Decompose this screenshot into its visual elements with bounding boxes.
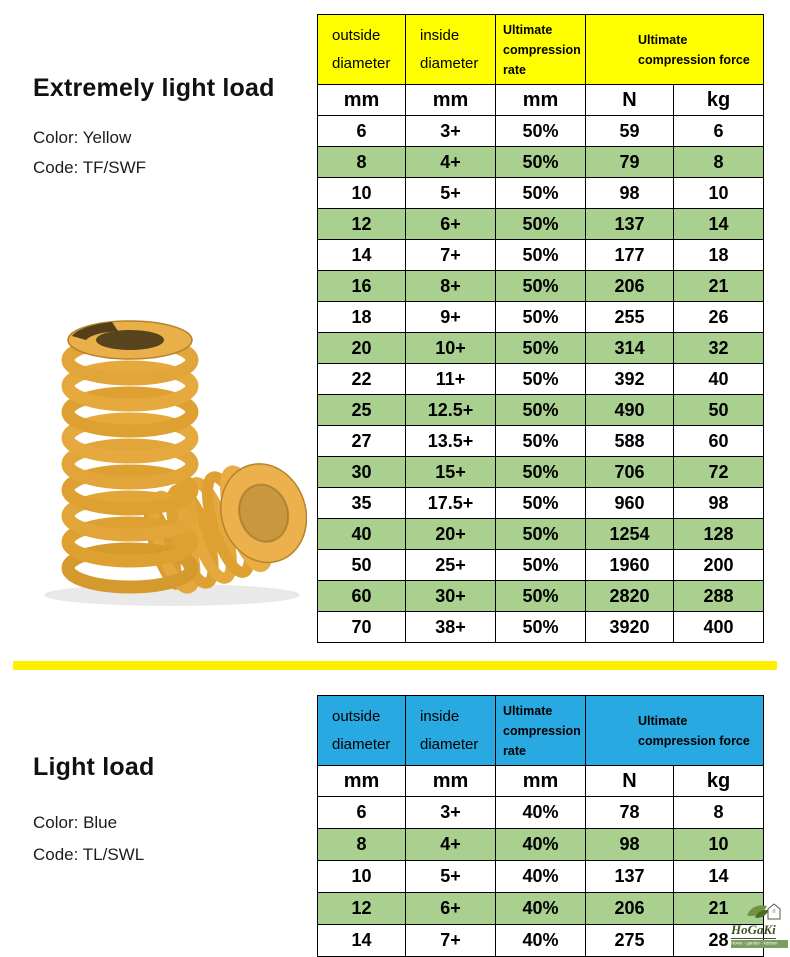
table-cell: 50% bbox=[496, 209, 586, 240]
col-header-inside-diameter: inside diameter bbox=[406, 15, 496, 85]
table-cell: 17.5+ bbox=[406, 488, 496, 519]
table-cell: 12 bbox=[318, 209, 406, 240]
table-row bbox=[318, 426, 764, 457]
table-cell: 206 bbox=[586, 893, 674, 925]
table-cell: 50% bbox=[496, 178, 586, 209]
table-cell: 1254 bbox=[586, 519, 674, 550]
table-cell: 12.5+ bbox=[406, 395, 496, 426]
table-cell: 490 bbox=[586, 395, 674, 426]
section-heading-light-load: Light load bbox=[33, 753, 155, 781]
unit-cell: mm bbox=[406, 85, 496, 116]
table-cell: 12 bbox=[318, 893, 406, 925]
table-cell: 6 bbox=[318, 116, 406, 147]
table-cell: 35 bbox=[318, 488, 406, 519]
table-cell: 50% bbox=[496, 457, 586, 488]
table-row bbox=[318, 893, 764, 925]
code-line: Code: TF/SWF bbox=[33, 158, 147, 177]
col-header-compression-rate: Ultimate compression rate bbox=[496, 15, 586, 85]
table-cell: 59 bbox=[586, 116, 674, 147]
table-cell: 10 bbox=[674, 829, 764, 861]
table-cell: 10 bbox=[674, 178, 764, 209]
table-cell: 38+ bbox=[406, 612, 496, 643]
units-row bbox=[318, 766, 764, 797]
table-cell: 8 bbox=[674, 797, 764, 829]
table-row bbox=[318, 829, 764, 861]
units-row bbox=[318, 85, 764, 116]
table-cell: 400 bbox=[674, 612, 764, 643]
table-cell: 18 bbox=[674, 240, 764, 271]
table-cell: 10 bbox=[318, 178, 406, 209]
table-cell: 128 bbox=[674, 519, 764, 550]
table-cell: 21 bbox=[674, 271, 764, 302]
table-row bbox=[318, 488, 764, 519]
table-cell: 72 bbox=[674, 457, 764, 488]
table-cell: 20 bbox=[318, 333, 406, 364]
table-cell: 50% bbox=[496, 426, 586, 457]
table-cell: 50% bbox=[496, 333, 586, 364]
table-cell: 177 bbox=[586, 240, 674, 271]
column-header-row bbox=[318, 15, 764, 85]
table-cell: 6+ bbox=[406, 893, 496, 925]
table-row bbox=[318, 861, 764, 893]
table-cell: 3920 bbox=[586, 612, 674, 643]
table-cell: 50% bbox=[496, 581, 586, 612]
table-cell: 6 bbox=[318, 797, 406, 829]
table-cell: 40% bbox=[496, 797, 586, 829]
table-cell: 25 bbox=[318, 395, 406, 426]
table-cell: 200 bbox=[674, 550, 764, 581]
table-cell: 255 bbox=[586, 302, 674, 333]
table-row bbox=[318, 271, 764, 302]
section-heading-extremely-light-load: Extremely light load bbox=[33, 74, 275, 102]
table-row bbox=[318, 457, 764, 488]
table-cell: 9+ bbox=[406, 302, 496, 333]
column-header-row bbox=[318, 696, 764, 766]
table-cell: 14 bbox=[318, 925, 406, 957]
color-line: Color: Yellow bbox=[33, 128, 132, 147]
leaf-house-icon bbox=[745, 901, 783, 921]
table-cell: 50% bbox=[496, 488, 586, 519]
table-cell: 6 bbox=[674, 116, 764, 147]
table-cell: 14 bbox=[674, 209, 764, 240]
logo-name: HoGaKi bbox=[731, 923, 776, 939]
table-cell: 70 bbox=[318, 612, 406, 643]
table-cell: 8+ bbox=[406, 271, 496, 302]
table-cell: 50% bbox=[496, 519, 586, 550]
table-cell: 206 bbox=[586, 271, 674, 302]
table-cell: 5+ bbox=[406, 178, 496, 209]
table-cell: 98 bbox=[674, 488, 764, 519]
hogaki-logo bbox=[731, 901, 790, 948]
table-cell: 40% bbox=[496, 893, 586, 925]
table-cell: 7+ bbox=[406, 240, 496, 271]
col-header-outside-diameter: outside diameter bbox=[318, 15, 406, 85]
table-cell: 137 bbox=[586, 209, 674, 240]
table-cell: 14 bbox=[318, 240, 406, 271]
table-cell: 50% bbox=[496, 612, 586, 643]
table-cell: 10 bbox=[318, 861, 406, 893]
col-header-compression-force: Ultimate compression force bbox=[586, 15, 764, 85]
table-cell: 314 bbox=[586, 333, 674, 364]
table-row bbox=[318, 395, 764, 426]
table-cell: 26 bbox=[674, 302, 764, 333]
table-cell: 60 bbox=[318, 581, 406, 612]
table-row bbox=[318, 147, 764, 178]
table-cell: 13.5+ bbox=[406, 426, 496, 457]
table-cell: 60 bbox=[674, 426, 764, 457]
table-cell: 4+ bbox=[406, 147, 496, 178]
table-cell: 98 bbox=[586, 829, 674, 861]
table-cell: 1960 bbox=[586, 550, 674, 581]
color-line: Color: Blue bbox=[33, 813, 118, 832]
table-row bbox=[318, 797, 764, 829]
table-cell: 28 bbox=[674, 925, 764, 957]
table-cell: 3+ bbox=[406, 797, 496, 829]
unit-cell: mm bbox=[318, 766, 406, 797]
table-cell: 50 bbox=[318, 550, 406, 581]
code-line: Code: TL/SWL bbox=[33, 845, 145, 864]
section-divider-bar bbox=[13, 661, 777, 670]
table-cell: 10+ bbox=[406, 333, 496, 364]
col-header-compression-rate: Ultimate compression rate bbox=[496, 696, 586, 766]
table-row bbox=[318, 519, 764, 550]
logo-tagline: Home - garden - kitchen bbox=[731, 940, 788, 948]
table-cell: 50% bbox=[496, 240, 586, 271]
unit-cell: N bbox=[586, 85, 674, 116]
table-cell: 15+ bbox=[406, 457, 496, 488]
table-cell: 50% bbox=[496, 302, 586, 333]
table-cell: 32 bbox=[674, 333, 764, 364]
table-cell: 8 bbox=[318, 829, 406, 861]
table-cell: 3+ bbox=[406, 116, 496, 147]
col-header-outside-diameter: outside diameter bbox=[318, 696, 406, 766]
table-cell: 137 bbox=[586, 861, 674, 893]
table-cell: 79 bbox=[586, 147, 674, 178]
table-cell: 50% bbox=[496, 550, 586, 581]
table-row bbox=[318, 612, 764, 643]
table-cell: 275 bbox=[586, 925, 674, 957]
unit-cell: mm bbox=[496, 766, 586, 797]
table-row bbox=[318, 581, 764, 612]
table-cell: 27 bbox=[318, 426, 406, 457]
table-cell: 40% bbox=[496, 829, 586, 861]
table-cell: 392 bbox=[586, 364, 674, 395]
table-cell: 21 bbox=[674, 893, 764, 925]
unit-cell: kg bbox=[674, 85, 764, 116]
table-cell: 25+ bbox=[406, 550, 496, 581]
table-row bbox=[318, 925, 764, 957]
table-row bbox=[318, 178, 764, 209]
col-header-inside-diameter: inside diameter bbox=[406, 696, 496, 766]
table-cell: 30 bbox=[318, 457, 406, 488]
table-cell: 11+ bbox=[406, 364, 496, 395]
table-cell: 50% bbox=[496, 271, 586, 302]
table-cell: 4+ bbox=[406, 829, 496, 861]
table-cell: 78 bbox=[586, 797, 674, 829]
table-row bbox=[318, 364, 764, 395]
table-cell: 40 bbox=[318, 519, 406, 550]
table-row bbox=[318, 240, 764, 271]
unit-cell: mm bbox=[496, 85, 586, 116]
unit-cell: kg bbox=[674, 766, 764, 797]
unit-cell: mm bbox=[406, 766, 496, 797]
table-cell: 960 bbox=[586, 488, 674, 519]
table-cell: 50% bbox=[496, 364, 586, 395]
table-cell: 7+ bbox=[406, 925, 496, 957]
table-cell: 40% bbox=[496, 925, 586, 957]
table-row bbox=[318, 116, 764, 147]
table-cell: 588 bbox=[586, 426, 674, 457]
table-cell: 50 bbox=[674, 395, 764, 426]
table-cell: 8 bbox=[318, 147, 406, 178]
col-header-compression-force: Ultimate compression force bbox=[586, 696, 764, 766]
table-cell: 2820 bbox=[586, 581, 674, 612]
table-cell: 8 bbox=[674, 147, 764, 178]
table-cell: 22 bbox=[318, 364, 406, 395]
table-row bbox=[318, 302, 764, 333]
unit-cell: N bbox=[586, 766, 674, 797]
table-cell: 30+ bbox=[406, 581, 496, 612]
table-cell: 18 bbox=[318, 302, 406, 333]
table-cell: 20+ bbox=[406, 519, 496, 550]
spec-table-extremely-light-load bbox=[317, 14, 764, 643]
table-cell: 40% bbox=[496, 861, 586, 893]
table-row bbox=[318, 209, 764, 240]
table-cell: 706 bbox=[586, 457, 674, 488]
spec-table-light-load bbox=[317, 695, 764, 957]
table-cell: 288 bbox=[674, 581, 764, 612]
table-cell: 6+ bbox=[406, 209, 496, 240]
table-cell: 5+ bbox=[406, 861, 496, 893]
table-cell: 50% bbox=[496, 395, 586, 426]
table-row bbox=[318, 550, 764, 581]
unit-cell: mm bbox=[318, 85, 406, 116]
yellow-die-springs-image bbox=[22, 290, 307, 610]
table-cell: 14 bbox=[674, 861, 764, 893]
table-cell: 50% bbox=[496, 116, 586, 147]
table-cell: 98 bbox=[586, 178, 674, 209]
table-row bbox=[318, 333, 764, 364]
table-cell: 16 bbox=[318, 271, 406, 302]
table-cell: 50% bbox=[496, 147, 586, 178]
table-cell: 40 bbox=[674, 364, 764, 395]
